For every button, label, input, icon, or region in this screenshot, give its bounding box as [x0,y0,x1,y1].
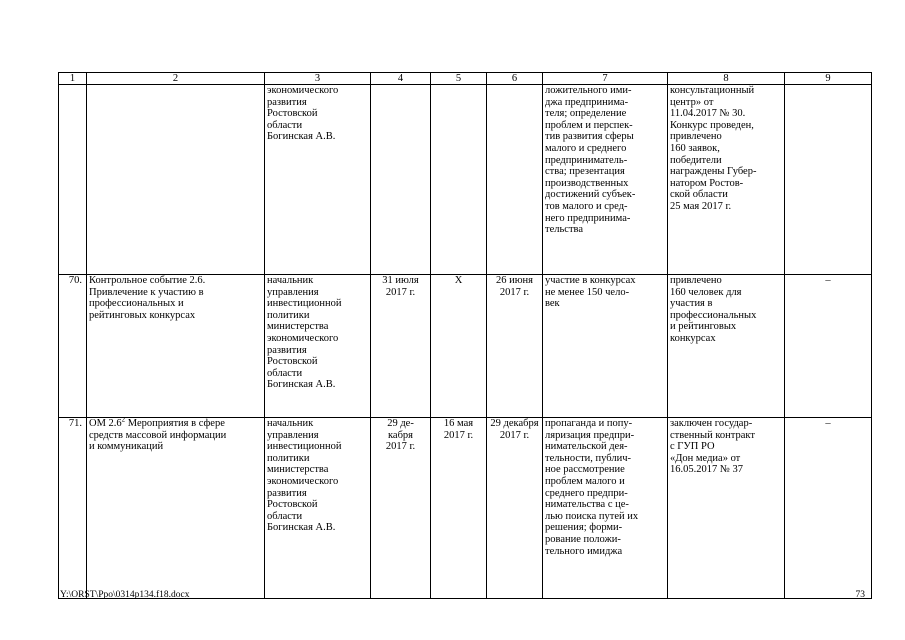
start-date-cell: Х [431,275,487,418]
column-number-cell: 8 [668,73,785,85]
column-number-cell: 2 [87,73,265,85]
start-date-cell: 16 мая 2017 г. [431,418,487,599]
empty-cell [487,85,543,275]
column-number-cell: 5 [431,73,487,85]
empty-cell [87,85,265,275]
info-cell: заключен государ- ственный контракт с ГУП РО «Дон медиа» от 16.05.2017 № 37 [668,418,785,599]
responsible-cell: начальник управления инвестиционной политики министерства экономического развития Ростовской области Богинская А.В. [265,275,371,418]
empty-cell [59,85,87,275]
fact-date-cell: 29 декабря 2017 г. [487,418,543,599]
continuation-row [59,85,872,275]
table-row [59,275,872,418]
responsible-cell: экономического развития Ростовской области Богинская А.В. [265,85,371,275]
document-table [58,72,872,599]
page-number: 73 [855,590,865,600]
plan-date-cell: 29 де- кабря 2017 г. [371,418,431,599]
result-cell: ложительного ими- джа предпринима- теля; определение проблем и перспек- тив развития сферы малого и среднего предприниматель- ства; презентация производственных достижений субъек- тов малого и сред- него предпринима- тельства [543,85,668,275]
info-cell: привлечено 160 человек для участия в профессиональных и рейтинговых конкурсах [668,275,785,418]
column-number-cell: 9 [785,73,872,85]
event-name-text: ОМ 2.6 [89,418,122,429]
empty-cell [785,85,872,275]
event-name-text: Мероприятия в сфере средств массовой информации и коммуникаций [89,418,227,453]
empty-cell [371,85,431,275]
column-number-cell: 6 [487,73,543,85]
event-name-cell: Контрольное событие 2.6. Привлечение к участию в профессиональных и рейтинговых конкурсах [87,275,265,418]
column-number-row [59,73,872,85]
empty-cell [431,85,487,275]
note-cell: – [785,275,872,418]
event-name-cell [87,418,265,599]
note-cell: – [785,418,872,599]
result-cell: участие в конкурсах не менее 150 чело- век [543,275,668,418]
info-cell: консультационный центр» от 11.04.2017 № 30. Конкурс проведен, привлечено 160 заявок, победители награждены Губер- натором Ростов- ской области 25 мая 2017 г. [668,85,785,275]
column-number-cell: 1 [59,73,87,85]
column-number-cell: 7 [543,73,668,85]
footer-file-path: Y:\ORST\Ppo\0314p134.f18.docx [60,590,190,600]
row-number-cell: 70. [59,275,87,418]
plan-date-cell: 31 июля 2017 г. [371,275,431,418]
table-row [59,418,872,599]
row-number-cell: 71. [59,418,87,599]
superscript: 2 [121,417,126,424]
responsible-cell: начальник управления инвестиционной политики министерства экономического развития Ростовской области Богинская А.В. [265,418,371,599]
column-number-cell: 3 [265,73,371,85]
result-cell: пропаганда и попу- ляризация предпри- нимательской дея- тельности, публич- ное рассмотрение проблем малого и среднего предпри- нимательства с це- лью поиска путей их решения; форми- рование положи- тельного имиджа [543,418,668,599]
column-number-cell: 4 [371,73,431,85]
fact-date-cell: 26 июня 2017 г. [487,275,543,418]
